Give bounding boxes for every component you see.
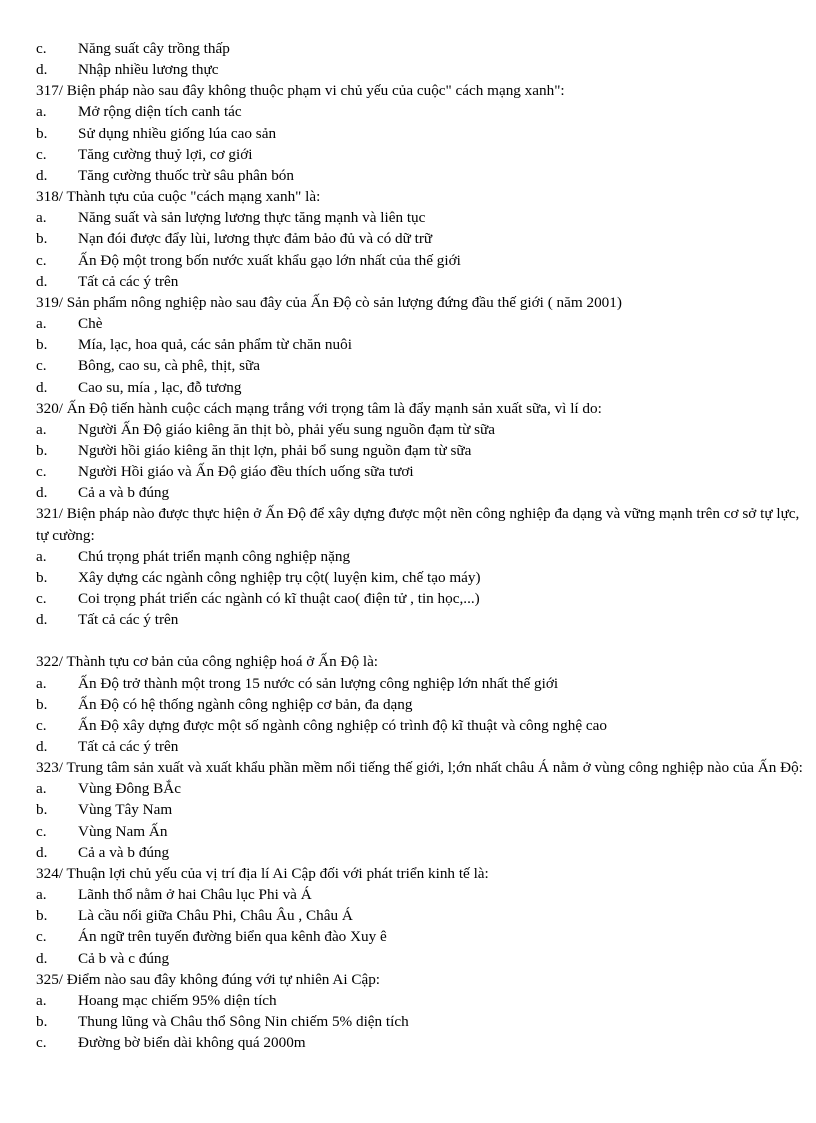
option-text: Bông, cao su, cà phê, thịt, sữa: [78, 357, 261, 375]
option-key: b.: [36, 441, 48, 459]
option-key: c.: [36, 928, 47, 946]
option-text: Tất cả các ý trên: [78, 272, 179, 290]
option-text: Người hồi giáo kiêng ăn thịt lợn, phải bổ sung nguồn đạm từ sữa: [78, 441, 472, 459]
option-text: Người Ấn Độ giáo kiêng ăn thịt bò, phải yếu sung nguồn đạm từ sữa: [78, 420, 496, 438]
answer-option: [36, 715, 806, 736]
answer-option: [36, 334, 806, 355]
answer-option: [36, 440, 806, 461]
option-key: d.: [36, 738, 48, 755]
option-text: Cả a và b đúng: [78, 843, 170, 861]
option-key: c.: [36, 463, 47, 481]
document-page: [36, 38, 806, 1053]
option-key: b.: [36, 124, 48, 142]
option-key: a.: [36, 886, 47, 904]
option-text: Xây dựng các ngành công nghiệp trụ cột( luyện kim, chế tạo máy): [78, 568, 481, 586]
option-key: a.: [36, 780, 47, 798]
option-key: b.: [36, 568, 48, 586]
blank-line: [36, 630, 806, 651]
option-key: a.: [36, 315, 47, 333]
option-key: a.: [36, 547, 47, 565]
answer-option: [36, 990, 806, 1011]
question-text: 319/ Sản phẩm nông nghiệp nào sau đây của Ấn Độ cò sản lượng đứng đầu thế giới ( năm 2001): [36, 293, 622, 311]
option-key: b.: [36, 1013, 48, 1031]
answer-option: [36, 313, 806, 334]
option-text: Ấn Độ có hệ thống ngành công nghiệp cơ bản, đa dạng: [78, 695, 413, 713]
answer-option: [36, 1011, 806, 1032]
option-text: Cả a và b đúng: [78, 484, 170, 502]
option-key: c.: [36, 40, 47, 57]
question-block: [36, 38, 806, 80]
option-text: Mở rộng diện tích canh tác: [78, 103, 242, 121]
option-text: Năng suất cây trồng thấp: [78, 40, 230, 57]
answer-option: [36, 482, 806, 503]
option-key: d.: [36, 378, 48, 396]
option-text: Tăng cường thuỷ lợi, cơ giới: [78, 145, 253, 163]
answer-option: [36, 736, 806, 757]
option-text: Sử dụng nhiều giống lúa cao sản: [78, 124, 277, 142]
answer-option: [36, 799, 806, 820]
option-key: b.: [36, 801, 48, 819]
option-text: Đường bờ biển dài không quá 2000m: [78, 1034, 306, 1052]
answer-option: [36, 59, 806, 80]
question-text: 324/ Thuận lợi chủ yếu của vị trí địa lí Ai Cập đối với phát triển kinh tế là:: [36, 864, 489, 882]
answer-option: [36, 101, 806, 122]
option-key: d.: [36, 484, 48, 502]
option-key: c.: [36, 716, 47, 734]
option-text: Vùng Đông BẮc: [78, 780, 181, 798]
option-text: Vùng Nam Ấn: [78, 822, 168, 840]
answer-option: [36, 271, 806, 292]
option-key: d.: [36, 949, 48, 967]
option-text: Năng suất và sản lượng lương thực tăng mạnh và liên tục: [78, 209, 426, 227]
answer-option: [36, 1032, 806, 1053]
answer-option: [36, 38, 806, 59]
answer-option: [36, 567, 806, 588]
option-text: Coi trọng phát triển các ngành có kĩ thuật cao( điện tử , tin học,...): [78, 590, 480, 608]
question-text: 322/ Thành tựu cơ bản của công nghiệp hoá ở Ấn Độ là:: [36, 653, 379, 671]
answer-option: [36, 377, 806, 398]
option-text: Vùng Tây Nam: [78, 801, 173, 819]
answer-option: [36, 355, 806, 376]
option-key: d.: [36, 611, 48, 629]
option-text: Cả b và c đúng: [78, 949, 170, 967]
question-block: [36, 969, 806, 1054]
option-text: Chú trọng phát triển mạnh công nghiệp nặng: [78, 547, 351, 565]
option-text: Ấn Độ trở thành một trong 15 nước có sản lượng công nghiệp lớn nhất thế giới: [78, 674, 559, 692]
answer-option: [36, 165, 806, 186]
question-block: [36, 863, 806, 969]
option-key: c.: [36, 251, 47, 269]
option-key: b.: [36, 230, 48, 248]
option-text: Chè: [78, 315, 103, 333]
question-block: [36, 80, 806, 186]
option-text: Án ngữ trên tuyến đường biển qua kênh đào Xuy ê: [78, 928, 387, 946]
answer-option: [36, 926, 806, 947]
option-text: Ấn Độ một trong bốn nước xuất khẩu gạo lớn nhất của thế giới: [78, 251, 461, 269]
question-block: [36, 398, 806, 504]
option-text: Người Hồi giáo và Ấn Độ giáo đều thích uống sữa tươi: [78, 463, 414, 481]
question-text: 320/ Ấn Độ tiến hành cuộc cách mạng trắng với trọng tâm là đẩy mạnh sản xuất sữa, vì lí do:: [36, 399, 602, 417]
answer-option: [36, 228, 806, 249]
answer-option: [36, 461, 806, 482]
option-text: Lãnh thổ nằm ở hai Châu lục Phi và Á: [78, 886, 312, 904]
option-key: a.: [36, 991, 47, 1009]
option-text: Nạn đói được đẩy lùi, lương thực đảm bảo đủ và có dữ trữ: [78, 230, 433, 248]
option-key: c.: [36, 1034, 47, 1052]
answer-option: [36, 778, 806, 799]
option-text: Hoang mạc chiếm 95% diện tích: [78, 991, 277, 1009]
option-key: d.: [36, 843, 48, 861]
answer-option: [36, 609, 806, 630]
option-key: b.: [36, 336, 48, 354]
question-text: 325/ Điểm nào sau đây không đúng với tự nhiên Ai Cập:: [36, 970, 381, 988]
option-text: Nhập nhiều lương thực: [78, 61, 219, 79]
option-key: c.: [36, 822, 47, 840]
answer-option: [36, 884, 806, 905]
option-key: a.: [36, 103, 47, 121]
option-key: a.: [36, 674, 47, 692]
question-block: [36, 651, 806, 757]
question-text: 318/ Thành tựu của cuộc "cách mạng xanh" là:: [36, 188, 321, 206]
option-text: Cao su, mía , lạc, đỗ tương: [78, 378, 242, 396]
question-text: 317/ Biện pháp nào sau đây không thuộc phạm vi chủ yếu của cuộc" cách mạng xanh":: [36, 82, 565, 100]
option-key: d.: [36, 61, 48, 79]
question-text: 321/ Biện pháp nào được thực hiện ở Ấn Độ để xây dựng được một nền công nghiệp đa dạng và vững mạnh trên cơ sở tự lực, tự cường:: [36, 505, 800, 544]
answer-option: [36, 694, 806, 715]
option-text: Tất cả các ý trên: [78, 611, 179, 629]
question-text: 323/ Trung tâm sản xuất và xuất khẩu phần mềm nổi tiếng thế giới, l;ớn nhất châu Á nằm ở vùng công nghiệp nào của Ấn Độ:: [36, 759, 803, 777]
answer-option: [36, 842, 806, 863]
answer-option: [36, 905, 806, 926]
answer-option: [36, 948, 806, 969]
question-block: [36, 186, 806, 292]
question-block: [36, 757, 806, 863]
option-key: d.: [36, 272, 48, 290]
question-block: [36, 292, 806, 398]
answer-option: [36, 673, 806, 694]
option-text: Tất cả các ý trên: [78, 738, 179, 755]
answer-option: [36, 250, 806, 271]
answer-option: [36, 207, 806, 228]
answer-option: [36, 546, 806, 567]
option-text: Mía, lạc, hoa quả, các sản phẩm từ chăn nuôi: [78, 336, 352, 354]
option-text: Tăng cường thuốc trừ sâu phân bón: [78, 166, 294, 184]
answer-option: [36, 123, 806, 144]
option-key: a.: [36, 209, 47, 227]
option-key: b.: [36, 907, 48, 925]
answer-option: [36, 144, 806, 165]
option-text: Thung lũng và Châu thổ Sông Nin chiếm 5% diện tích: [78, 1013, 409, 1031]
option-key: a.: [36, 420, 47, 438]
option-key: b.: [36, 695, 48, 713]
option-text: Là cầu nối giữa Châu Phi, Châu Âu , Châu Á: [78, 907, 353, 925]
option-key: d.: [36, 166, 48, 184]
answer-option: [36, 419, 806, 440]
option-text: Ấn Độ xây dựng được một số ngành công nghiệp có trình độ kĩ thuật và công nghệ cao: [78, 716, 607, 734]
answer-option: [36, 821, 806, 842]
option-key: c.: [36, 145, 47, 163]
answer-option: [36, 588, 806, 609]
option-key: c.: [36, 357, 47, 375]
question-block: [36, 503, 806, 630]
option-key: c.: [36, 590, 47, 608]
